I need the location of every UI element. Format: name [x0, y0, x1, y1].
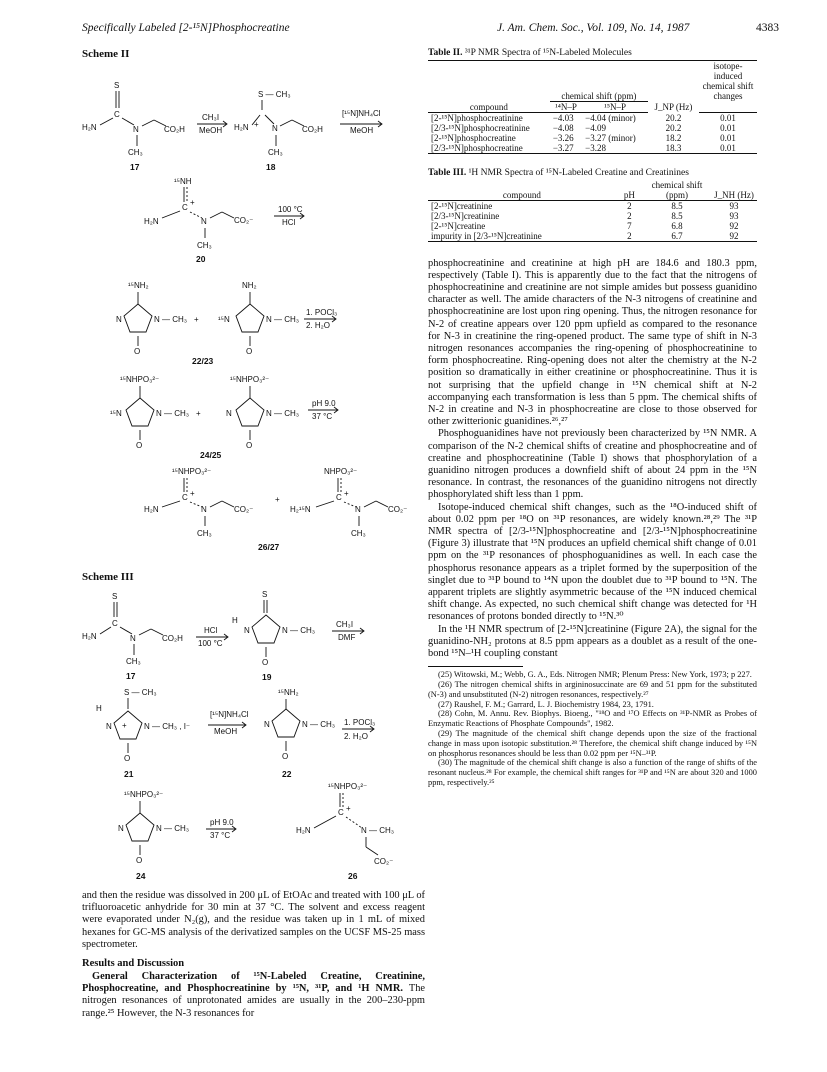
svg-text:H₂N: H₂N — [82, 123, 97, 132]
svg-text:MeOH: MeOH — [350, 126, 374, 135]
svg-text:CO₂⁻: CO₂⁻ — [374, 857, 394, 866]
svg-text:N — CH₃: N — CH₃ — [156, 409, 190, 418]
svg-text:N: N — [226, 409, 232, 418]
svg-text:¹⁵N: ¹⁵N — [110, 409, 122, 418]
svg-text:+: + — [194, 315, 199, 324]
svg-text:O: O — [282, 752, 289, 761]
svg-text:+: + — [196, 409, 201, 418]
svg-text:CH₃: CH₃ — [128, 148, 143, 157]
svg-text:+: + — [122, 721, 127, 730]
svg-text:MeOH: MeOH — [214, 727, 238, 736]
left-paragraph-2 — [82, 971, 425, 1020]
svg-text:CO₂⁻: CO₂⁻ — [388, 505, 408, 514]
right-paragraph-1: phosphocreatinine and creatinine at high pH are 184.6 and 180.3 ppm, respectively (Table I). This is apparently due to the fact that the nitrogens of phosphocreatinine and creatinine are not simple amides but possess guanidino character as well. The amide characters of the N-3 nitrogens of creatinine and phosphocreatinine are lost upon ring opening. Thus, the nitrogen resonance for N-2 of creatine appears over 120 ppm upfield as compared to the resonance for N-3 in creatinine the ring-opened product. The same type of shift in N-3 nitrogen resonances accompanies the ring-opening of phosphocreatinine to form phosphocreatine. Ring-opening does not alter the chemistry at the N-2 position so dramatically in either creatinine or phosphocreatinine. Thus it is not surprising that the upfield change in ¹⁵N chemical shift at N-2 accompanying each transformation is less than 5 ppm. The chemical shifts of N-2 in creatine and N-3 in phosphocreatine are close to those observed for other zwitterionic guanidines.²⁶,²⁷ — [428, 257, 757, 428]
svg-text:N — CH₃ , I⁻: N — CH₃ , I⁻ — [144, 722, 191, 731]
scheme-ii-label-24-25: 24/25 — [200, 450, 222, 460]
svg-text:+: + — [254, 120, 259, 129]
footnote-divider — [428, 666, 523, 667]
svg-text:+: + — [344, 489, 349, 498]
svg-text:O: O — [134, 347, 141, 356]
svg-text:DMF: DMF — [338, 633, 356, 642]
section-heading: Results and Discussion — [82, 958, 185, 970]
svg-text:H₂N: H₂N — [144, 217, 159, 226]
svg-text:2. H₂O: 2. H₂O — [306, 321, 330, 330]
scheme-iii-label-24: 24 — [136, 871, 146, 881]
svg-text:N: N — [130, 634, 136, 643]
svg-text:37 °C: 37 °C — [210, 831, 231, 840]
svg-text:CH₃: CH₃ — [268, 148, 283, 157]
svg-text:C: C — [112, 619, 118, 628]
svg-text:N: N — [118, 824, 124, 833]
svg-text:C: C — [182, 493, 188, 502]
svg-text:O: O — [124, 754, 131, 763]
svg-text:1. POCl₃: 1. POCl₃ — [344, 718, 376, 727]
svg-text:O: O — [246, 347, 253, 356]
svg-text:NHPO₃²⁻: NHPO₃²⁻ — [324, 467, 358, 476]
scheme-ii-label-26-27: 26/27 — [258, 542, 280, 552]
svg-text:N — CH₃: N — CH₃ — [156, 824, 190, 833]
svg-text:¹⁵NHPO₃²⁻: ¹⁵NHPO₃²⁻ — [172, 467, 212, 476]
svg-text:N — CH₃: N — CH₃ — [266, 409, 300, 418]
table-ii-header-iso: isotope-induced chemical shift changes — [699, 61, 757, 102]
svg-text:+: + — [190, 489, 195, 498]
svg-text:N — CH₃: N — CH₃ — [361, 826, 395, 835]
svg-text:H₂¹⁵N: H₂¹⁵N — [290, 505, 311, 514]
left-paragraph-2-text: The nitrogen resonances of unprotonated amides are usually in the 200–230-ppm range.²⁵ However, the N-3 resonances for — [82, 983, 425, 1019]
page-number: 4383 — [756, 22, 779, 34]
svg-text:C: C — [336, 493, 342, 502]
scheme-iii-diagram — [82, 583, 425, 883]
scheme-iii-title: Scheme III — [82, 571, 134, 583]
table-row: [2-¹⁵N]creatinine 2 8.5 93 — [431, 200, 739, 211]
svg-text:O: O — [136, 441, 143, 450]
footnote: (25) Witowski, M.; Webb, G. A., Eds. Nitrogen NMR; Plenum Press: New York, 1973; p 227. — [438, 670, 752, 680]
scheme-ii-label-20: 20 — [196, 254, 206, 264]
svg-text:S: S — [114, 81, 120, 90]
right-column — [428, 48, 757, 788]
footnote: (27) Raushel, F. M.; Garrard, L. J. Biochemistry 1984, 23, 1791. — [438, 699, 654, 709]
svg-text:CH₃: CH₃ — [197, 241, 212, 250]
svg-text:¹⁵NHPO₃²⁻: ¹⁵NHPO₃²⁻ — [124, 790, 164, 799]
journal-citation: J. Am. Chem. Soc., Vol. 109, No. 14, 1987 — [497, 22, 690, 34]
svg-text:NH₂: NH₂ — [242, 281, 257, 290]
svg-text:CH₃I: CH₃I — [202, 113, 220, 122]
svg-text:S — CH₃: S — CH₃ — [258, 90, 291, 99]
svg-text:H₂N: H₂N — [234, 123, 249, 132]
table-iii-header-j: J_NH (Hz) — [711, 180, 757, 201]
svg-text:CH₃: CH₃ — [126, 657, 141, 666]
table-row: [2/3-¹⁵N]creatinine 2 8.5 93 — [431, 210, 739, 221]
table-iii-header-ph: pH — [616, 180, 643, 201]
table-ii-header-compound: compound — [428, 101, 550, 112]
svg-text:N — CH₃: N — CH₃ — [282, 626, 316, 635]
svg-text:S: S — [262, 590, 268, 599]
svg-text:H₂N: H₂N — [82, 632, 97, 641]
svg-text:HCl: HCl — [282, 218, 296, 227]
svg-text:H₂N: H₂N — [296, 826, 311, 835]
svg-text:+: + — [275, 495, 280, 504]
svg-text:O: O — [246, 441, 253, 450]
footnote: (28) Cohn, M. Annu. Rev. Biophys. Bioeng., "¹⁸O and ¹⁷O Effects on ³¹P-NMR as Probes of Enzymatic Reactions of Phosphate Compounds", 1982. — [428, 709, 757, 729]
footnote: (30) The magnitude of the chemical shift change is also a function of the range of shifts of the resonant nucleus.²⁸ For example, the chemical shift ranges for ³¹P and ¹⁵N are about 320 and 1000 ppm, respectively.²⁵ — [428, 758, 757, 787]
scheme-ii-label-22-23: 22/23 — [192, 356, 214, 366]
scheme-iii-label-22: 22 — [282, 769, 292, 779]
svg-text:H: H — [96, 704, 102, 713]
scheme-iii-label-17: 17 — [126, 671, 136, 681]
table-row: [2-¹⁵N]phosphocreatinine −4.03 −4.04 (minor) 20.2 0.01 — [431, 112, 736, 123]
svg-text:N: N — [201, 505, 207, 514]
svg-text:N: N — [244, 626, 250, 635]
svg-text:pH 9.0: pH 9.0 — [210, 818, 234, 827]
svg-text:S: S — [112, 592, 118, 601]
scheme-ii-title: Scheme II — [82, 48, 130, 60]
svg-text:HCl: HCl — [204, 626, 218, 635]
scheme-iii-label-26: 26 — [348, 871, 358, 881]
table-row: impurity in [2/3-¹⁵N]creatinine 2 6.7 92 — [428, 231, 757, 242]
svg-text:100 °C: 100 °C — [278, 205, 303, 214]
table-ii-title: Table II. ³¹P NMR Spectra of ¹⁵N-Labeled Molecules — [428, 48, 632, 58]
svg-text:N — CH₃: N — CH₃ — [266, 315, 300, 324]
table-row: [2-¹⁵N]creatine 7 6.8 92 — [431, 220, 739, 231]
table-ii — [428, 60, 757, 154]
svg-text:H₂N: H₂N — [144, 505, 159, 514]
table-row: [2/3-¹⁵N]phosphocreatine −3.27 −3.28 18.3 0.01 — [428, 143, 757, 154]
table-ii-header-14n: ¹⁴N–P — [550, 101, 582, 112]
running-title: Specifically Labeled [2-¹⁵N]Phosphocreatine — [82, 22, 290, 34]
svg-text:N — CH₃: N — CH₃ — [302, 720, 336, 729]
svg-text:[¹⁵N]NH₄Cl: [¹⁵N]NH₄Cl — [342, 109, 381, 118]
svg-text:¹⁵NH₂: ¹⁵NH₂ — [128, 281, 149, 290]
svg-text:N: N — [201, 217, 207, 226]
subsection-heading: General Characterization of ¹⁵N-Labeled Creatine, Creatinine, Phosphocreatine, and Phosphocreatinine by ¹⁵N, ³¹P, and ¹H NMR. — [82, 971, 425, 995]
svg-text:¹⁵N: ¹⁵N — [218, 315, 230, 324]
scheme-ii-label-18: 18 — [266, 162, 276, 172]
scheme-ii-diagram — [82, 60, 425, 570]
right-paragraph-4: In the ¹H NMR spectrum of [2-¹⁵N]creatinine (Figure 2A), the signal for the guanidino-NH₂ protons at 8.5 ppm appears as a doublet as a result of the one-bond ¹⁵N–¹H coupling constant — [428, 623, 757, 659]
svg-text:N: N — [355, 505, 361, 514]
svg-text:O: O — [136, 856, 143, 865]
svg-text:N: N — [116, 315, 122, 324]
table-row: [2/3-¹⁵N]phosphocreatinine −4.08 −4.09 20.2 0.01 — [431, 122, 736, 133]
scheme-iii-label-19: 19 — [262, 672, 272, 682]
svg-text:N — CH₃: N — CH₃ — [154, 315, 188, 324]
svg-text:S — CH₃: S — CH₃ — [124, 688, 157, 697]
table-iii-title: Table III. ¹H NMR Spectra of ¹⁵N-Labeled Creatine and Creatinines — [428, 167, 689, 178]
svg-text:N: N — [264, 720, 270, 729]
left-column — [82, 48, 425, 1020]
svg-text:¹⁵NHPO₃²⁻: ¹⁵NHPO₃²⁻ — [230, 375, 270, 384]
table-iii — [428, 180, 757, 242]
svg-text:1. POCl₃: 1. POCl₃ — [306, 308, 338, 317]
svg-text:CO₂H: CO₂H — [164, 125, 185, 134]
svg-text:O: O — [262, 658, 269, 667]
right-paragraph-3: Isotope-induced chemical shift changes, such as the ¹⁸O-induced shift of about 0.02 ppm per ¹⁸O on ³¹P resonances, are widely known.²⁸,²⁹ The ³¹P NMR spectra of [2/3-¹⁵N]phosphocreatine and [2/3-¹⁵N]phosphocreatinine (Figure 3) illustrate that ¹⁵N produces an upfield chemical shift change of 0.01 ppm on the ³¹P resonances of phosphoguanidines as well. In each case the phosphorus resonance appears as a triplet formed by the superposition of the singlet due to ³¹P bound to ¹⁴N upon the doublet due to ³¹P bound to ¹⁵N. The apparent triplets are slightly asymmetric because of the ¹⁵N induced chemical shift change. As expected, no such chemical shift change was detected for ¹H resonances of protons bonded directly to ¹⁵N.³⁰ — [428, 501, 757, 623]
svg-text:+: + — [190, 198, 195, 207]
svg-text:pH 9.0: pH 9.0 — [312, 399, 336, 408]
svg-text:CO₂H: CO₂H — [162, 634, 183, 643]
svg-text:CH₃: CH₃ — [197, 529, 212, 538]
svg-text:+: + — [346, 804, 351, 813]
svg-text:H: H — [232, 616, 238, 625]
right-paragraph-2: Phosphoguanidines have not previously been characterized by ¹⁵N NMR. A comparison of the N-2 chemical shifts of creatine and phosphocreatine and of creatine and phosphocreatinine (Table I) shows that phosphorylation of a guanidino nitrogen produces a downfield shift of about 24 ppm in the ¹⁵N resonance. In contrast, the resonances of the guanidino nitrogens not directly phosphorylated shift less than 1 ppm. — [428, 428, 757, 501]
svg-text:2. H₂O: 2. H₂O — [344, 732, 368, 741]
svg-text:¹⁵NHPO₃²⁻: ¹⁵NHPO₃²⁻ — [120, 375, 160, 384]
svg-text:100 °C: 100 °C — [198, 639, 223, 648]
svg-text:[¹⁵N]NH₄Cl: [¹⁵N]NH₄Cl — [210, 710, 249, 719]
table-iii-header-cs: chemical shift (ppm) — [643, 180, 711, 201]
svg-text:N: N — [272, 124, 278, 133]
svg-text:CO₂⁻: CO₂⁻ — [234, 505, 254, 514]
footnote: (26) The nitrogen chemical shifts in argininosuccinate are 69 and 51 ppm for the substituted (N-3) and unsubstituted (N-2) nitrogen resonances, respectively.²⁷ — [428, 680, 757, 699]
svg-text:C: C — [114, 110, 120, 119]
svg-text:C: C — [182, 203, 188, 212]
table-row: [2-¹⁵N]phosphocreatine −3.26 −3.27 (minor) 18.2 0.01 — [431, 132, 736, 143]
table-ii-header-cs: chemical shift (ppm) — [550, 61, 648, 101]
svg-text:CH₃I: CH₃I — [336, 620, 354, 629]
table-ii-header-j: J_NP (Hz) — [654, 102, 693, 112]
svg-text:¹⁵NH: ¹⁵NH — [174, 177, 192, 186]
svg-text:N: N — [133, 125, 139, 134]
svg-text:¹⁵NHPO₃²⁻: ¹⁵NHPO₃²⁻ — [328, 782, 368, 791]
scheme-iii-label-21: 21 — [124, 769, 134, 779]
svg-text:CH₃: CH₃ — [351, 529, 366, 538]
svg-text:37 °C: 37 °C — [312, 412, 333, 421]
svg-text:C: C — [338, 808, 344, 817]
svg-text:CO₂H: CO₂H — [302, 125, 323, 134]
table-iii-header-compound: compound — [428, 180, 616, 201]
svg-text:¹⁵NH₂: ¹⁵NH₂ — [278, 688, 299, 697]
left-paragraph-1: and then the residue was dissolved in 200 μL of EtOAc and treated with 100 μL of trifluoroacetic anhydride for 30 min at 37 °C. The solvent and excess reagent were evaporated under N₂(g), and the residue was taken up in 1 mL of mixed hexanes for GC-MS analysis of the derivatized samples on the UCSF MS-25 mass spectrometer. — [82, 890, 425, 950]
scheme-ii-label-17: 17 — [130, 162, 140, 172]
footnote: (29) The magnitude of the chemical shift change depends upon the size of the fractional change in mass upon isotopic substitution.²⁸ Therefore, the chemical shift change induced by ¹⁵N on phosphorus resonances should be less than 0.02 ppm per ¹⁵N–³¹P. — [428, 728, 757, 758]
svg-text:MeOH: MeOH — [199, 126, 223, 135]
svg-text:N: N — [106, 722, 112, 731]
table-ii-header-15n: ¹⁵N–P — [582, 101, 648, 112]
svg-text:CO₂⁻: CO₂⁻ — [234, 216, 254, 225]
